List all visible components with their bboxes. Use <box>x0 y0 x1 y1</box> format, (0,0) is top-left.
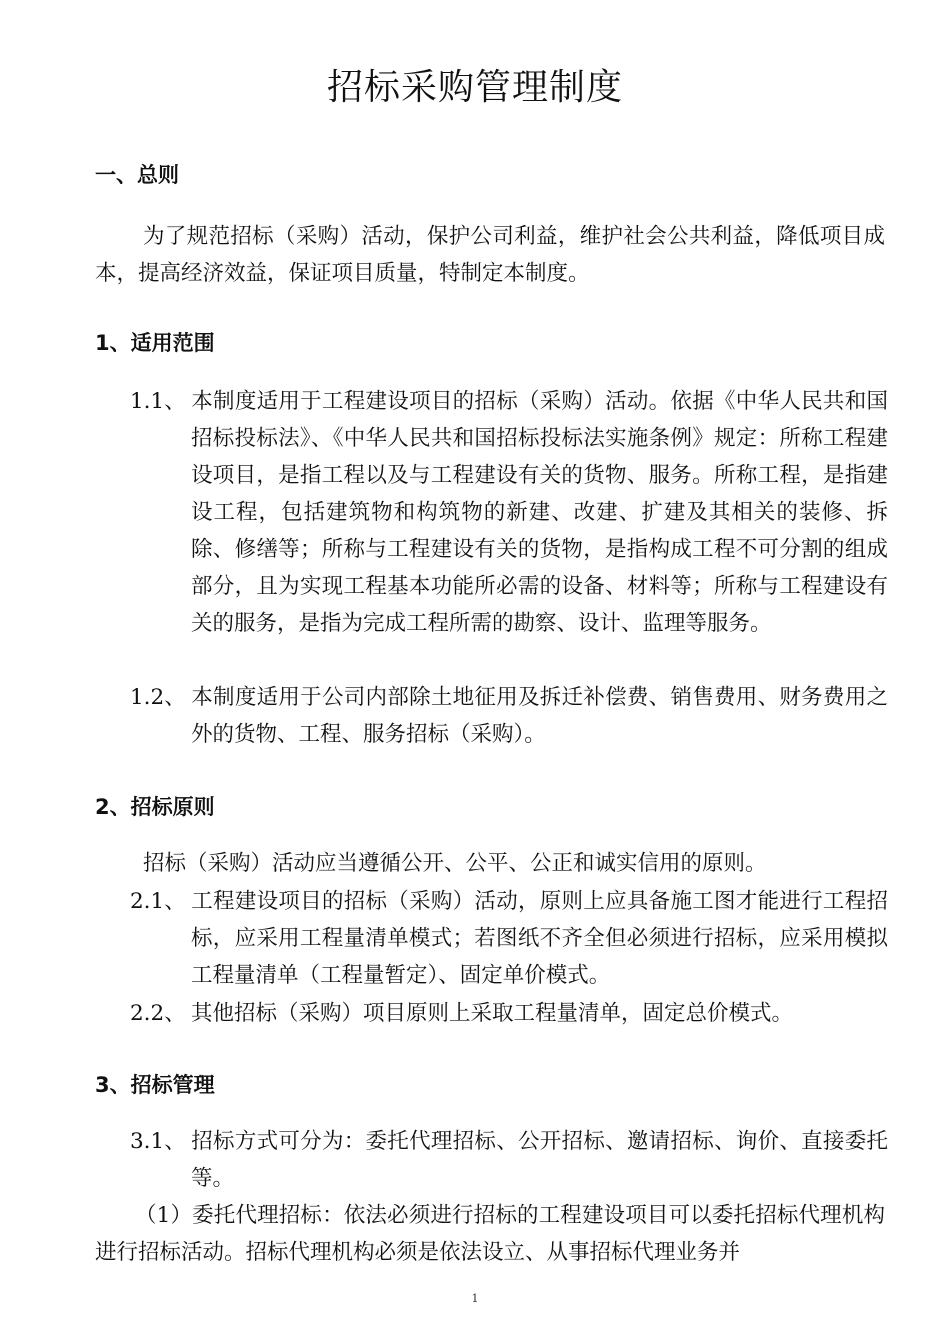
item-number: 1.2、 <box>130 685 186 710</box>
item-number: 1.1、 <box>130 389 186 414</box>
management-sub-paragraph: （1）委托代理招标：依法必须进行招标的工程建设项目可以委托招标代理机构进行招标活动。招标代理机构必须是依法设立、从事招标代理业务并 <box>95 1203 885 1265</box>
general-intro-paragraph: 为了规范招标（采购）活动，保护公司利益，维护社会公共利益，降低项目成本，提高经济效益，保证项目质量，特制定本制度。 <box>95 224 885 286</box>
principles-item-2-1 <box>130 883 888 994</box>
section-heading-principles: 2、招标原则 <box>95 795 215 819</box>
scope-item-1-2 <box>130 679 888 753</box>
item-text: 本制度适用于工程建设项目的招标（采购）活动。依据《中华人民共和国招标投标法》、《中华人民共和国招标投标法实施条例》规定：所称工程建设项目，是指工程以及与工程建设有关的货物、服务。所称工程，是指建设工程，包括建筑物和构筑物的新建、改建、扩建及其相关的装修、拆除、修缮等；所称与工程建设有关的货物，是指构成工程不可分割的组成部分，且为实现工程基本功能所必需的设备、材料等；所称与工程建设有关的服务，是指为完成工程所需的勘察、设计、监理等服务。 <box>191 389 888 636</box>
item-number: 2.1、 <box>130 889 186 914</box>
item-text: 其他招标（采购）项目原则上采取工程量清单，固定总价模式。 <box>191 1001 794 1026</box>
scope-item-1-1 <box>130 383 888 642</box>
item-text: 本制度适用于公司内部除土地征用及拆迁补偿费、销售费用、财务费用之外的货物、工程、服务招标（采购）。 <box>191 685 888 747</box>
principles-intro-paragraph: 招标（采购）活动应当遵循公开、公平、公正和诚实信用的原则。 <box>143 851 767 876</box>
document-title: 招标采购管理制度 <box>326 67 623 108</box>
item-text: 工程建设项目的招标（采购）活动，原则上应具备施工图才能进行工程招标，应采用工程量清单模式；若图纸不齐全但必须进行招标，应采用模拟工程量清单（工程量暂定）、固定单价模式。 <box>191 889 888 988</box>
management-item-3-1 <box>130 1123 888 1197</box>
section-heading-management: 3、招标管理 <box>95 1073 215 1097</box>
item-text: 招标方式可分为：委托代理招标、公开招标、邀请招标、询价、直接委托等。 <box>191 1129 888 1191</box>
item-number: 3.1、 <box>130 1129 186 1154</box>
page-number: 1 <box>471 1292 479 1305</box>
principles-item-2-2 <box>130 995 888 1032</box>
section-heading-scope: 1、适用范围 <box>95 331 215 355</box>
item-number: 2.2、 <box>130 1001 186 1026</box>
section-heading-general: 一、总则 <box>95 163 179 187</box>
